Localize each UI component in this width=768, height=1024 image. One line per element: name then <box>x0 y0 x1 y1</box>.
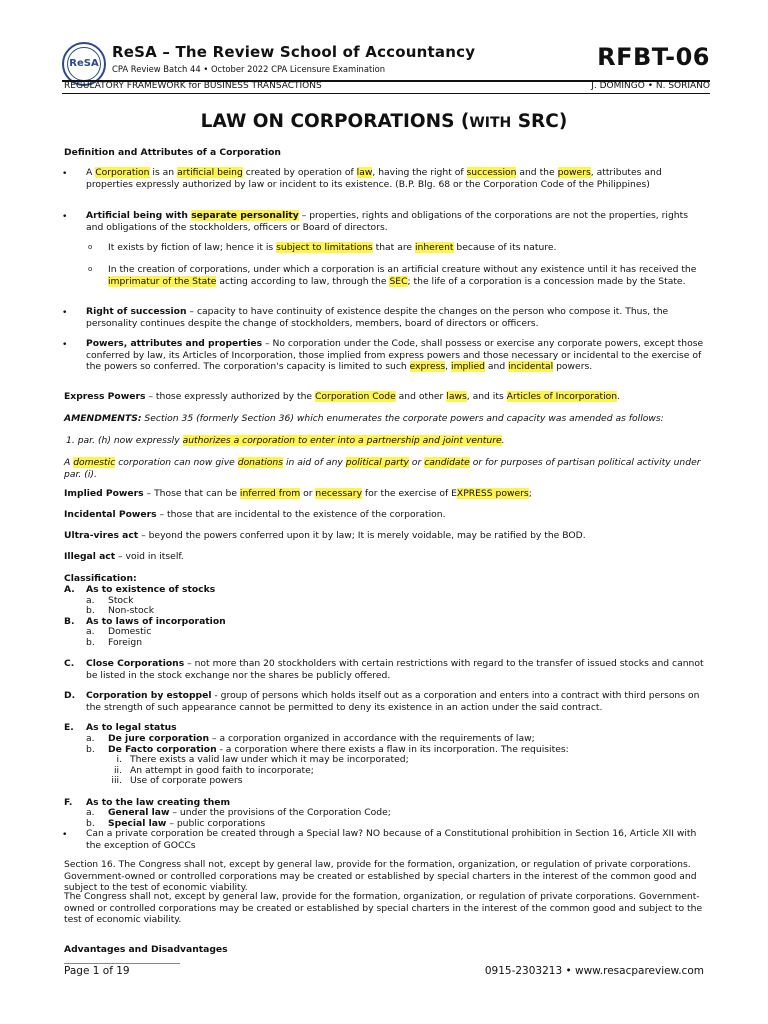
page-number: Page 1 of 19 <box>64 965 130 977</box>
section-heading-definition: Definition and Attributes of a Corporation <box>64 147 281 158</box>
classification-heading: Classification: <box>64 573 137 584</box>
list-item-special-law: Special law – public corporations <box>108 818 266 829</box>
paragraph-amendments: AMENDMENTS: Section 35 (formerly Section 36) which enumerates the corporate powers and capacity was amended as follows: <box>64 413 664 424</box>
classification-b-title: As to laws of incorporation <box>86 616 226 627</box>
header-rule-bottom <box>62 93 710 94</box>
list-label: C. <box>64 658 75 669</box>
bullet: • <box>62 339 68 350</box>
classification-f-title: As to the law creating them <box>86 797 231 808</box>
list-item-general-law: General law – under the provisions of the Corporation Code; <box>108 807 391 818</box>
footer-contact: 0915-2303213 • www.resacpareview.com <box>484 965 704 977</box>
section-heading-advantages: Advantages and Disadvantages <box>64 944 228 955</box>
list-item: Foreign <box>108 637 143 648</box>
list-label: i. <box>116 754 122 765</box>
list-item-de-jure: De jure corporation – a corporation organized in accordance with the requirements of law; <box>108 733 535 744</box>
list-label: b. <box>86 605 95 616</box>
school-name: ReSA – The Review School of Accountancy <box>112 43 476 61</box>
paragraph-express-powers: Express Powers – those expressly authorized by the Corporation Code and other laws, and its Articles of Incorporation. <box>64 391 620 402</box>
list-label: b. <box>86 637 95 648</box>
sub-bullet: o <box>88 243 93 251</box>
logo-text: ReSA <box>67 47 101 81</box>
list-item: An attempt in good faith to incorporate; <box>130 765 314 776</box>
subject-line: REGULATORY FRAMEWORK for BUSINESS TRANSACTIONS <box>64 81 322 91</box>
bullet: • <box>62 829 68 840</box>
classification-a-title: As to existence of stocks <box>86 584 216 595</box>
list-label: ii. <box>113 765 122 776</box>
list-item: Non-stock <box>108 605 155 616</box>
paragraph-incidental-powers: Incidental Powers – those that are incidental to the existence of the corporation. <box>64 509 446 520</box>
list-label: F. <box>64 797 73 808</box>
list-item: There exists a valid law under which it may be incorporated; <box>130 754 409 765</box>
list-item-de-facto: De Facto corporation - a corporation where there exists a flaw in its incorporation. The requisites: <box>108 744 569 755</box>
paragraph-special-law-question: Can a private corporation be created through a Special law? NO because of a Constitutional prohibition in Section 16, Article XII with the exception of GOCCs <box>86 828 697 851</box>
list-label: A. <box>64 584 75 595</box>
paragraph-powers-attributes: Powers, attributes and properties – No corporation under the Code, shall possess or exercise any corporate powers, except those conferred by law, its Articles of Incorporation, those implied from express powers and those necessary or incidental to the exercise of the powers so conferred. The corporation's capacity is limited to such express, implied and incidental powers. <box>86 338 704 372</box>
classification-c-text: Close Corporations – not more than 20 stockholders with certain restrictions with regard to the transfer of issued stocks and cannot be listed in the stock exchange nor the shares be publicly offered. <box>86 658 704 681</box>
bullet: • <box>62 307 68 318</box>
footer-rule <box>64 963 180 964</box>
list-label: E. <box>64 722 74 733</box>
sub-bullet: o <box>88 265 93 273</box>
paragraph-imprimatur: In the creation of corporations, under which a corporation is an artificial creature without any existence until it has received the imprimatur of the State acting according to law, through the SEC; the life of a corporation is a concession made by the State. <box>108 264 697 287</box>
module-code: RFBT-06 <box>597 43 710 71</box>
paragraph-right-of-succession: Right of succession – capacity to have continuity of existence despite the changes on the person who compose it. Thus, the personality continues despite the change of stockholders, members, board of directors or officers. <box>86 306 669 329</box>
list-label: a. <box>86 733 95 744</box>
paragraph-section-16: Section 16. The Congress shall not, except by general law, provide for the formation, organization, or regulation of private corporations. Government-owned or controlled corporations may be created or established by special charters in the interest of the common good and subject to the test of economic viability. <box>64 859 697 893</box>
paragraph-separate-personality: Artificial being with separate personality – properties, rights and obligations of the corporations are not the properties, rights and obligations of the stockholders, officers or Board of directors. <box>86 210 688 233</box>
list-label: a. <box>86 595 95 606</box>
list-label: a. <box>86 807 95 818</box>
classification-e-title: As to legal status <box>86 722 177 733</box>
paragraph-section-16-repeat: The Congress shall not, except by general law, provide for the formation, organization, or regulation of private corporations. Government-owned or controlled corporations may be created or established by special charters in the interest of the common good and subject to the test of economic viability. <box>64 891 703 925</box>
list-label: b. <box>86 744 95 755</box>
paragraph-illegal-act: Illegal act – void in itself. <box>64 551 184 562</box>
authors-line: J. DOMINGO • N. SORIANO <box>591 81 710 91</box>
list-label: a. <box>86 626 95 637</box>
paragraph-fiction-of-law: It exists by fiction of law; hence it is subject to limitations that are inherent because of its nature. <box>108 242 557 253</box>
bullet: • <box>62 211 68 222</box>
list-label: B. <box>64 616 75 627</box>
list-label: D. <box>64 690 76 701</box>
list-item: Stock <box>108 595 134 606</box>
paragraph-ultra-vires: Ultra-vires act – beyond the powers conferred upon it by law; It is merely voidable, may be ratified by the BOD. <box>64 530 586 541</box>
classification-d-text: Corporation by estoppel - group of persons which holds itself out as a corporation and enters into a contract with third persons on the strength of such appearance cannot be permitted to deny its existence in an action under the said contract. <box>86 690 700 713</box>
amendment-item: 1. par. (h) now expressly authorizes a corporation to enter into a partnership and joint venture. <box>66 435 505 446</box>
paragraph-domestic-donations: A domestic corporation can now give donations in aid of any political party or candidate or for purposes of partisan political activity under par. (i). <box>64 457 701 480</box>
paragraph-corporation-definition: A Corporation is an artificial being created by operation of law, having the right of succession and the powers, attributes and properties expressly authorized by law or incident to its existence. (B.P. Blg. 68 or the Corporation Code of the Philippines) <box>86 167 662 190</box>
paragraph-implied-powers: Implied Powers – Those that can be inferred from or necessary for the exercise of EXPRESS powers; <box>64 488 532 499</box>
bullet: • <box>62 168 68 179</box>
list-label: b. <box>86 818 95 829</box>
batch-line: CPA Review Batch 44 • October 2022 CPA Licensure Examination <box>112 64 386 74</box>
page-title: LAW ON CORPORATIONS (WITH SRC) <box>200 111 568 132</box>
list-item: Use of corporate powers <box>130 775 243 786</box>
list-label: iii. <box>111 775 122 786</box>
list-item: Domestic <box>108 626 152 637</box>
